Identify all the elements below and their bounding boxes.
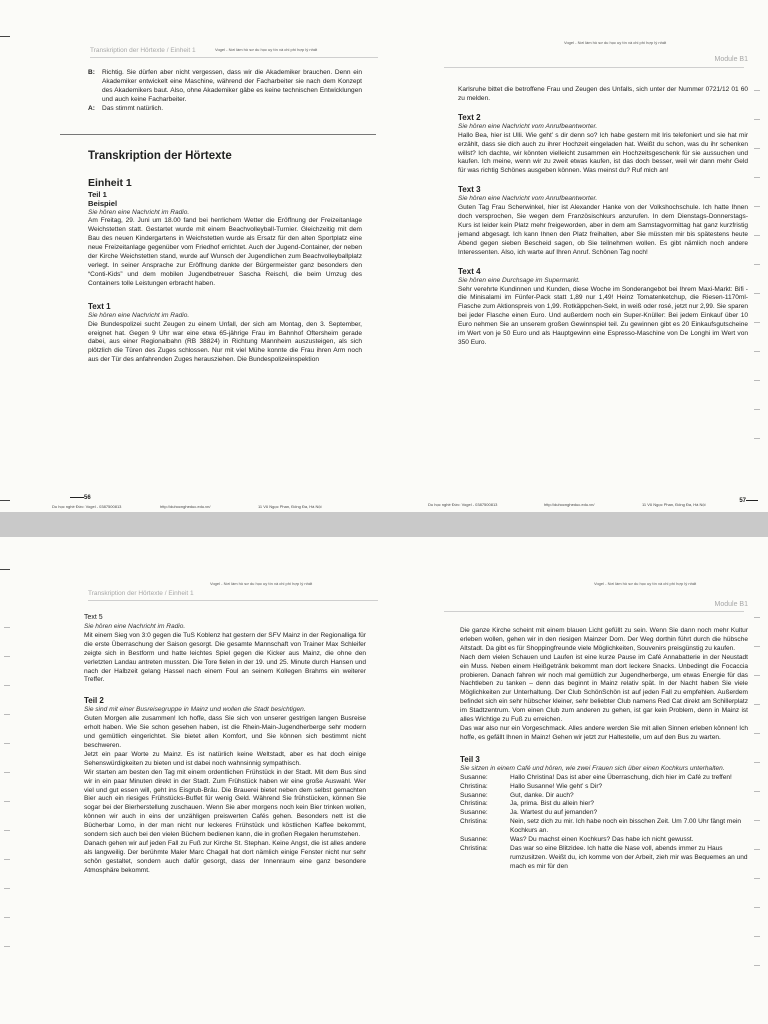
page-56 (0, 0, 384, 512)
text4-heading: Text 4 (458, 266, 481, 276)
speaker-label: Susanne: (460, 773, 488, 781)
watermark: Vogel - Nơi làm hồ sơ du học uy tín và chi phí hợp lý nhất (215, 47, 318, 52)
speaker-label: A: (88, 104, 95, 112)
text2-body: Hallo Bea, hier ist Ulli. Wie geht’ s dir denn so? Ich habe gestern mit Iris telefoniert und sie hat mir erzählt, dass sie dich auch zu ihrer Hochzeit eingeladen hat. Weißt du schon, was du ihr schenken willst? Ich dachte, wir könnten vielleicht zusammen ein Hochzeitsgeschenk für sie aussuchen und kaufen. Ich meine, wenn wir zu zweit etwas kaufen, ist das doch besser, weil wir dann mehr Geld für was richtig Schönes ausgeben können. Was meinst du? Ruf mich an! (458, 131, 748, 175)
text3-heading: Text 3 (458, 185, 481, 195)
text5-body: Mit einem Sieg von 3:0 gegen die TuS Koblenz hat gestern der SFV Mainz in der Regionalliga für die erste Überraschung der Saison gesorgt. Die gesamte Mannschaft von Trainer Max Schleifer zeigte sich in Bestform und hatte leichtes Spiel gegen die Kicker aus Mainz, die ohne den verletzten Landau antreten mussten. Die Tore fielen in der 19. und 25. Minute durch Hansen und nach der Halbzeit gelang Hassel nach einem Foul an seinem Kollegen Brahms ein weiterer Treffer. (84, 631, 366, 684)
footer-address: 11 Vũ Ngọc Phan, Đống Đa, Hà Nội (258, 504, 322, 509)
dialog-line: Das war so eine Blitzidee. Ich hatte die Nase voll, abends immer zu Haus rumzusitzen. Weißt du, ich komme von der Arbeit, zieh mir was Bequemes an und mach es mir für den (510, 844, 748, 870)
watermark: Vogel - Nơi làm hồ sơ du học uy tín và chi phí hợp lý nhất (594, 581, 697, 586)
dialog-line: Nein, setz dich zu mir. Ich habe noch ein bisschen Zeit. Um 7.00 Uhr fängt mein Kochkurs an. (510, 818, 742, 835)
teil2-paragraph: Die ganze Kirche scheint mit einem blauen Licht gefüllt zu sein. Wenn Sie dann noch mehr Kultur erleben wollen, gehen wir in den riesigen Mainzer Dom. Der Weg dorthin führt durch die hübsche Altstadt. Da gibt es für Shoppingfreunde viele Möglichkeiten, Souvenirs preisgünstig zu kaufen. (460, 627, 748, 652)
teil2-heading: Teil 2 (84, 696, 104, 706)
header-rule (444, 611, 744, 612)
header-rule (444, 67, 744, 68)
page-57 (384, 0, 768, 512)
page-number: 57 (739, 498, 758, 504)
main-title: Transkription der Hörtexte (88, 149, 232, 162)
teil3-heading: Teil 3 (460, 754, 480, 764)
beispiel-heading: Beispiel (88, 199, 118, 209)
dialog-line: Hallo Susanne! Wie geht’ s Dir? (510, 782, 603, 790)
dialog-text: Richtig. Sie dürfen aber nicht vergessen, dass wir die Akademiker brauchen. Denn ein Akademiker entwickelt eine Maschine, während der Facharbeiter sie nach dem Konzept des Akademikers baut. Also, ohne Akademiker gäbe es keine technischen Entwicklungen und auch keine Facharbeiter. (102, 69, 362, 103)
continuation-text: Karlsruhe bittet die betroffene Frau und Zeugen des Unfalls, sich unter der Nummer 0721/12 01 60 zu melden. (458, 86, 748, 102)
page-58 (0, 537, 384, 1024)
instruction: Sie hören eine Nachricht im Radio. (88, 208, 190, 216)
margin-ticks (754, 617, 762, 994)
margin-ticks (754, 90, 762, 467)
beispiel-text: Am Freitag, 29. Juni um 18.00 fand bei herrlichem Wetter die Eröffnung der Freizeitanlage Weichstetten statt. Gestartet wurde mit einem Beachvolleyball-Turnier. Gleichzeitig mit dem Bau des neuen Kindergartens in Weichstetten wurde als Ersatz für den alten Sportplatz eine neue Freizeitanlage gegenüber vom Friedhof errichtet. Auch der Jugend-Container, der neben der Kirche Weichstetten stand, wurde auf Wunsch der Jugendlichen zum Beachvolleyballplatz verlegt. In seiner Ansprache zur Eröffnung dankte der Bürgermeister ganz besonders den “Conti-Kids” und dem mobilen Jugendbetreuer Sascha Reischl, die beim Umzug des Containers tolle Leistungen erbracht haben. (88, 217, 362, 287)
speaker-label: Christina: (460, 844, 488, 852)
speaker-label: Christina: (460, 782, 488, 790)
instruction: Sie hören eine Nachricht im Radio. (88, 311, 190, 319)
teil2-paragraph: Danach gehen wir auf jeden Fall zu Fuß zur Kirche St. Stephan. Keine Angst, die ist alles andere als langweilig. Der berühmte Maler Marc Chagall hat dort nämlich einige Fenster nicht nur sehr schön gestaltet, sondern auch dafür gesorgt, dass der Innenraum eine ganz besondere Atmosphäre bekommt. (84, 839, 366, 874)
page3-body (84, 613, 366, 876)
dialog-line: Was? Du machst einen Kochkurs? Das habe ich nicht gewusst. (510, 836, 694, 844)
running-header: Transkription der Hörtexte / Einheit 1 (88, 590, 194, 597)
dialog-list (460, 774, 748, 872)
dialog-b (88, 69, 362, 114)
footer-left: Du học nghề Đức: Vogel - 0387500813 (428, 502, 498, 507)
instruction: Sie hören eine Durchsage im Supermarkt. (458, 276, 580, 284)
speaker-label: Susanne: (460, 791, 488, 799)
speaker-label: Susanne: (460, 809, 488, 817)
margin-mark (0, 500, 10, 501)
teil-heading: Teil 1 (88, 189, 107, 199)
teil2-paragraph: Das war also nur ein Vorgeschmack. Alles andere werden Sie mit allen Sinnen erleben können! Ich hoffe, es gefällt Ihnen in Mainz! Gehen wir jetzt zur Haltestelle, um auf den Bus zu warten. (460, 724, 748, 741)
speaker-label: Christina: (460, 800, 488, 808)
teil2-paragraph: Guten Morgen alle zusammen! Ich hoffe, dass Sie sich von unserer gestrigen langen Busreise erholt haben. Wie Sie schon gesehen haben, ist die Rhein-Main-Jugendherberge sehr modern und gemütlich eingerichtet. Sie bietet allen Komfort, und Sie können sich bestimmt nicht beschweren. (84, 715, 366, 749)
speaker-label: B: (88, 69, 95, 76)
dialog-line: Gut, danke. Dir auch? (510, 791, 574, 799)
header-rule (88, 600, 378, 601)
running-header: Module B1 (714, 56, 748, 63)
page2-body (458, 86, 748, 348)
footer-address: 11 Vũ Ngọc Phan, Đống Đa, Hà Nội (642, 502, 706, 507)
text1-heading: Text 1 (88, 301, 111, 311)
text1-body: Die Bundespolizei sucht Zeugen zu einem Unfall, der sich am Montag, den 3. September, ereignet hat. Gegen 9 Uhr war eine etwa 65-jährige Frau im Bahnhof Oftersheim gerade dabei, aus einer Regionalbahn (RB 38824) in Richtung Mannheim auszusteigen, als sich plötzlich die Türen des Zuges schlossen. Nur mit viel Mühe konnte die Frau ihren Arm noch aus der Tür des anfahrenden Zuges herausziehen. Die Bundespolizeiinspektion (88, 320, 362, 364)
page1-body (88, 69, 362, 365)
watermark: Vogel - Nơi làm hồ sơ du học uy tín và chi phí hợp lý nhất (210, 581, 313, 586)
dialog-line: Hallo Christina! Das ist aber eine Überraschung, dich hier im Café zu treffen! (510, 773, 732, 781)
margin-mark (0, 36, 10, 37)
text2-heading: Text 2 (458, 112, 481, 122)
margin-mark (0, 569, 10, 570)
dialog-line: Ja, prima. Bist du allein hier? (510, 800, 595, 808)
einheit-heading: Einheit 1 (88, 176, 132, 189)
footer-left: Du học nghề Đức: Vogel - 0387500813 (52, 504, 122, 509)
section-divider (60, 134, 376, 135)
page4-body (460, 627, 748, 872)
text4-body: Sehr verehrte Kundinnen und Kunden, diese Woche im Sonderangebot bei Ihrem Maxi-Markt: Bifi - die Minisalami im Fünfer-Pack statt 1,89 nur 1,49! Heinz Tomatenketchup, die Riesen-1170ml-Flasche zum Aktionspreis von 1,99. Rotkäppchen-Sekt, in weiß oder rosé, jetzt nur 2,99. Sie sparen bei jeder Flasche einen Euro. Und außerdem noch ein Super-Knüller: Bei jedem Einkauf über 10 Euro nehmen Sie an unserem großen Gewinnspiel teil. Zu gewinnen gibt es 20 Einkaufsgutscheine im Wert von je 50 Euro und als Hauptgewinn eine Espresso-Maschine von De Longhi im Wert von 350 Euro. (458, 285, 748, 346)
footer-url: http://duhocngheduc.edu.vn/ (160, 504, 211, 509)
text5-heading: Text 5 (84, 614, 103, 621)
footer-url: http://duhocngheduc.edu.vn/ (544, 502, 595, 507)
instruction: Sie hören eine Nachricht im Radio. (84, 623, 186, 630)
instruction: Sie hören eine Nachricht vom Anrufbeantworter. (458, 195, 598, 203)
dialog-line: Ja. Wartest du auf jemanden? (510, 809, 598, 817)
running-header: Transkription der Hörtexte / Einheit 1 (90, 47, 196, 54)
speaker-label: Susanne: (460, 836, 488, 844)
page-59 (384, 537, 768, 1024)
instruction: Sie hören eine Nachricht vom Anrufbeantworter. (458, 122, 598, 130)
page-number: 56 (70, 495, 91, 501)
teil2-paragraph: Jetzt ein paar Worte zu Mainz. Es ist natürlich keine Weltstadt, aber es hat doch einige Sehenswürdigkeiten zu bieten und ist dabei noch wahnsinnig sympathisch. (84, 750, 366, 767)
margin-ticks (4, 627, 12, 975)
instruction: Sie sind mit einer Busreisegruppe in Mainz und wollen die Stadt besichtigen. (84, 706, 306, 714)
dialog-text: Das stimmt natürlich. (102, 104, 164, 112)
instruction: Sie sitzen in einem Café und hören, wie zwei Frauen sich über einen Kochkurs unterhalten. (460, 764, 725, 772)
running-header: Module B1 (714, 601, 748, 608)
text3-body: Guten Tag Frau Scherwinkel, hier ist Alexander Hanke von der Volkshochschule. Ich hatte Ihnen doch versprochen, Sie wegen dem Französischkurs anzurufen. In dem Dienstags-Donnerstags-Kurs ist leider kein Platz mehr freigeworden, aber in dem am Samstagvormittag hat ganz kurzfristig jemand abgesagt. Ich kann Ihnen den Platz freihalten, aber Sie müssten mir bis spätestens heute Abend gegen sieben Bescheid sagen, ob Sie teilnehmen wollen. Es gibt nämlich noch andere Interessenten. Also, ich warte auf Ihren Anruf. Schönen Tag noch! (458, 204, 748, 256)
teil2-paragraph: Wir starten am besten den Tag mit einem ordentlichen Frühstück in der Stadt. Mit dem Bus sind wir in ein paar Minuten direkt in der Stadt. Zum Frühstück haben wir eine große Auswahl. Wer viel und gut essen will, geht ins Eisgrub-Bräu. Die Brauerei bietet neben dem selbst gemachten Bier auch ein riesiges Frühstücks-Buffet für wenig Geld. Während Sie frühstücken, können Sie sogar bei der Bierherstellung zuschauen. Wenn Sie aber morgens noch kein Bier trinken wollen, können wir auch in eins der unzähligen preiswerten Cafés gehen. Besonders nett ist die Bücherbar Lomo, in der man nicht nur leckeres Frühstück und köstlichen Kaffee bekommt, sondern sich auch bei den vielen Büchern bedienen kann, die in großen Regalen herumstehen. (84, 768, 366, 839)
speaker-label: Christina: (460, 818, 488, 826)
watermark: Vogel - Nơi làm hồ sơ du học uy tín và chi phí hợp lý nhất (564, 40, 667, 45)
teil2-paragraph: Nach dem vielen Schauen und Laufen ist eine kurze Pause im Café Annabatterie in der Neustadt ein Muss. Neben einem Heißgetränk bekommt man dort leckere Snacks. Unbedingt die Focaccia probieren. Danach fahren wir noch mal gemütlich zur Jugendherberge, um etwas Energie für das Nachtleben zu tanken – denn das beginnt in Mainz relativ spät. In der Nacht haben Sie viele Möglichkeiten zur Unterhaltung. Der Club SchönSchön ist auf jeden Fall zu empfehlen. Außerdem befindet sich ein sehr hübscher kleiner, sehr beliebter Club namens Red Cat direkt am Schillerplatz im Stadtzentrum. Vom einen Club zum anderen zu gehen, ist gar kein Problem, denn in Mainz ist alles Wichtige zu Fuß zu erreichen. (460, 653, 748, 724)
header-rule (90, 57, 378, 58)
